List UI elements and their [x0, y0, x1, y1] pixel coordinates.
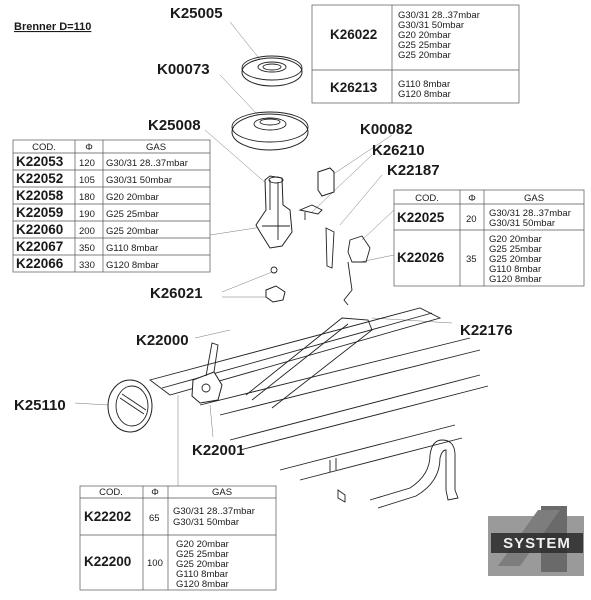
- gas-line: G25 20mbar: [489, 254, 542, 265]
- code-cell: K22202: [84, 509, 132, 524]
- phi-cell: 35: [466, 254, 477, 265]
- gas-cell: G20 20mbar: [106, 192, 159, 203]
- phi-cell: 65: [149, 513, 160, 524]
- header-cod: COD.: [99, 487, 123, 498]
- gas-line: G25 20mbar: [176, 559, 229, 570]
- gas-cell: G25 25mbar: [106, 209, 159, 220]
- header-phi: Φ: [151, 487, 159, 498]
- code-cell: K22025: [397, 210, 445, 225]
- ignition-k22187: [326, 228, 334, 268]
- phi-cell: 190: [79, 209, 95, 220]
- diagram-title: Brenner D=110: [14, 21, 92, 33]
- logo-text: SYSTEM: [503, 535, 571, 552]
- label-k22000: K22000: [136, 332, 189, 349]
- gas-line: G110 8mbar: [398, 79, 451, 90]
- left-table: [13, 140, 210, 272]
- system-logo: [488, 506, 584, 576]
- gas-line: G120 8mbar: [176, 579, 229, 590]
- code-k26022: K26022: [330, 27, 378, 42]
- label-k00082: K00082: [360, 121, 413, 138]
- header-phi: Φ: [85, 142, 93, 153]
- gas-line: G30/31 28..37mbar: [489, 208, 571, 219]
- phi-cell: 120: [79, 158, 95, 169]
- label-k00073: K00073: [157, 61, 210, 78]
- code-cell: K22200: [84, 554, 132, 569]
- code-cell: K22058: [16, 188, 64, 203]
- gas-line: G110 8mbar: [489, 264, 542, 275]
- code-cell: K22059: [16, 205, 64, 220]
- phi-cell: 330: [79, 260, 95, 271]
- burner-cap-k25005: [242, 56, 302, 86]
- gas-cell: G30/31 50mbar: [106, 175, 173, 186]
- label-k25005: K25005: [170, 5, 223, 22]
- thermocouple-k26210: [300, 205, 322, 220]
- label-k22176: K22176: [460, 322, 513, 339]
- code-cell: K22066: [16, 256, 64, 271]
- phi-cell: 20: [466, 214, 477, 225]
- gas-line: G30/31 50mbar: [489, 218, 556, 229]
- gas-line: G25 25mbar: [489, 244, 542, 255]
- burner-body-k25008: [256, 176, 292, 248]
- code-cell: K22053: [16, 154, 64, 169]
- gas-line: G30/31 50mbar: [398, 20, 465, 31]
- bracket-k00082: [318, 168, 334, 196]
- gas-cell: G30/31 28..37mbar: [106, 158, 188, 169]
- gas-line: G30/31 28..37mbar: [398, 10, 480, 21]
- gas-line: G120 8mbar: [489, 274, 542, 285]
- header-cod: COD.: [32, 142, 56, 153]
- bottom-table: [80, 486, 276, 590]
- header-gas: GAS: [523, 193, 545, 204]
- phi-cell: 180: [79, 192, 95, 203]
- label-k22187: K22187: [387, 162, 440, 179]
- gas-line: G30/31 28..37mbar: [173, 506, 255, 517]
- code-cell: K22060: [16, 222, 64, 237]
- gas-line: G30/31 50mbar: [173, 517, 240, 528]
- phi-cell: 105: [79, 175, 95, 186]
- phi-cell: 200: [79, 226, 95, 237]
- gas-line: G25 25mbar: [398, 40, 451, 51]
- code-cell: K22052: [16, 171, 64, 186]
- gas-cell: G120 8mbar: [106, 260, 159, 271]
- right-table: [394, 190, 584, 286]
- phi-cell: 350: [79, 243, 95, 254]
- gas-line: G20 20mbar: [176, 539, 229, 550]
- top-table: [312, 5, 519, 103]
- gas-line: G120 8mbar: [398, 89, 451, 100]
- code-cell: K22026: [397, 250, 445, 265]
- gas-line: G25 25mbar: [176, 549, 229, 560]
- label-k25008: K25008: [148, 117, 201, 134]
- gas-cell: G110 8mbar: [106, 243, 159, 254]
- phi-cell: 100: [147, 558, 163, 569]
- header-gas: GAS: [211, 487, 233, 498]
- header-gas: GAS: [145, 142, 167, 153]
- gas-cell: G25 20mbar: [106, 226, 159, 237]
- label-k25110: K25110: [14, 397, 66, 414]
- gas-line: G20 20mbar: [398, 30, 451, 41]
- label-k26021: K26021: [150, 285, 203, 302]
- code-cell: K22067: [16, 239, 64, 254]
- label-k26210: K26210: [372, 142, 425, 159]
- label-k22001: K22001: [192, 442, 245, 459]
- code-k26213: K26213: [330, 80, 378, 95]
- header-phi: Φ: [468, 193, 476, 204]
- gas-line: G110 8mbar: [176, 569, 229, 580]
- burner-crown-k00073: [232, 112, 308, 150]
- gas-line: G20 20mbar: [489, 234, 542, 245]
- header-cod: COD.: [415, 193, 439, 204]
- gas-line: G25 20mbar: [398, 50, 451, 61]
- knob-k25110: [108, 380, 152, 432]
